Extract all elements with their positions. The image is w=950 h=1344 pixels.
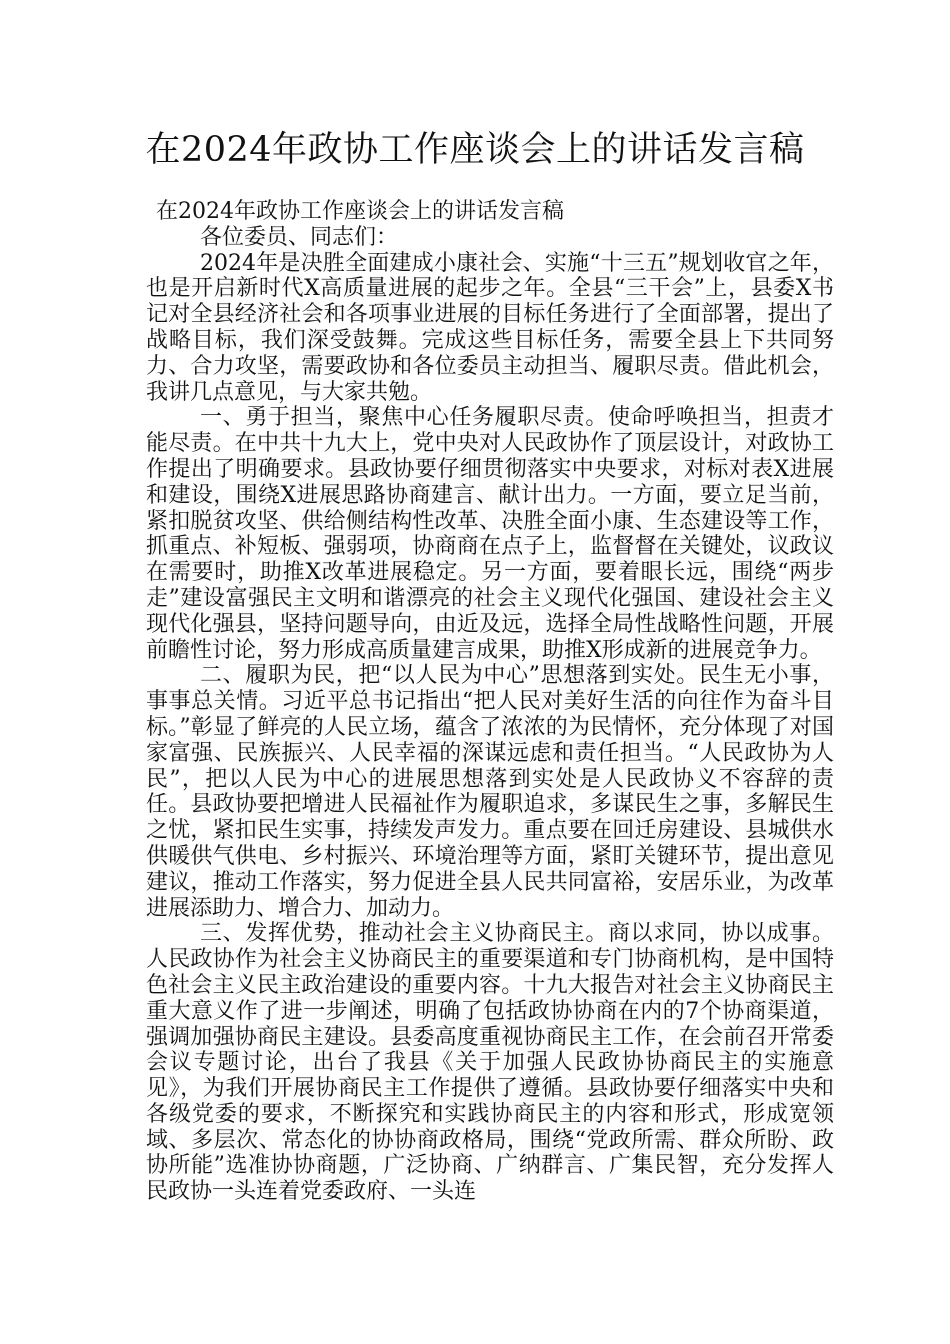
paragraph-point-two: 二、履职为民，把“以人民为中心”思想落到实处。民生无小事，事事总关情。习近平总书记指出“把人民对美好生活的向往作为奋斗目标。”彰显了鲜亮的人民立场，蕴含了浓浓的为民情怀，充分体现了对国家富强、民族振兴、人民幸福的深谋远虑和责任担当。“人民政协为人民”，把以人民为中心的进展思想落到实处是人民政协义不容辞的责任。县政协要把增进人民福祉作为履职追求，多谋民生之事，多解民生之忧，紧扣民生实事，持续发声发力。重点要在回迁房建设、县城供水供暖供气供电、乡村振兴、环境治理等方面，紧盯关键环节，提出意见建议，推动工作落实，努力促进全县人民共同富裕，安居乐业，为改革进展添助力、增合力、加动力。 [146,663,834,921]
document-subtitle: 在2024年政协工作座谈会上的讲话发言稿 [156,199,564,224]
paragraph-intro: 2024年是决胜全面建成小康社会、实施“十三五”规划收官之年，也是开启新时代X高质量进展的起步之年。全县“三干会”上，县委X书记对全县经济社会和各项事业进展的目标任务进行了全面部署，提出了战略目标，我们深受鼓舞。完成这些目标任务，需要全县上下共同努力、合力攻坚，需要政协和各位委员主动担当、履职尽责。借此机会，我讲几点意见，与大家共勉。 [146,250,834,405]
paragraph-point-one: 一、勇于担当，聚焦中心任务履职尽责。使命呼唤担当，担责才能尽责。在中共十九大上，党中央对人民政协作了顶层设计，对政协工作提出了明确要求。县政协要仔细贯彻落实中央要求，对标对表X进展和建设，围绕X进展思路协商建言、献计出力。一方面，要立足当前，紧扣脱贫攻坚、供给侧结构性改革、决胜全面小康、生态建设等工作，抓重点、补短板、强弱项，协商商在点子上，监督督在关键处，议政议在需要时，助推X改革进展稳定。另一方面，要着眼长远，围绕“两步走”建设富强民主文明和谐漂亮的社会主义现代化强国、建设社会主义现代化强县，坚持问题导向，由近及远，选择全局性战略性问题，开展前瞻性讨论，努力形成高质量建言成果，助推X形成新的进展竞争力。 [146,405,834,663]
paragraph-point-three: 三、发挥优势，推动社会主义协商民主。商以求同，协以成事。人民政协作为社会主义协商民主的重要渠道和专门协商机构，是中国特色社会主义民主政治建设的重要内容。十九大报告对社会主义协商民主重大意义作了进一步阐述，明确了包括政协协商在内的7个协商渠道，强调加强协商民主建设。县委高度重视协商民主工作，在会前召开常委会议专题讨论，出台了我县《关于加强人民政协协商民主的实施意见》，为我们开展协商民主工作提供了遵循。县政协要仔细落实中央和各级党委的要求，不断探究和实践协商民主的内容和形式，形成宽领域、多层次、常态化的协协商政格局，围绕“党政所需、群众所盼、政协所能”选准协协商题，广泛协商、广纳群言、广集民智，充分发挥人民政协一头连着党委政府、一头连 [146,921,834,1205]
document-body [146,199,834,1205]
salutation: 各位委员、同志们： [200,224,399,250]
document-title: 在2024年政协工作座谈会上的讲话发言稿 [145,130,805,170]
